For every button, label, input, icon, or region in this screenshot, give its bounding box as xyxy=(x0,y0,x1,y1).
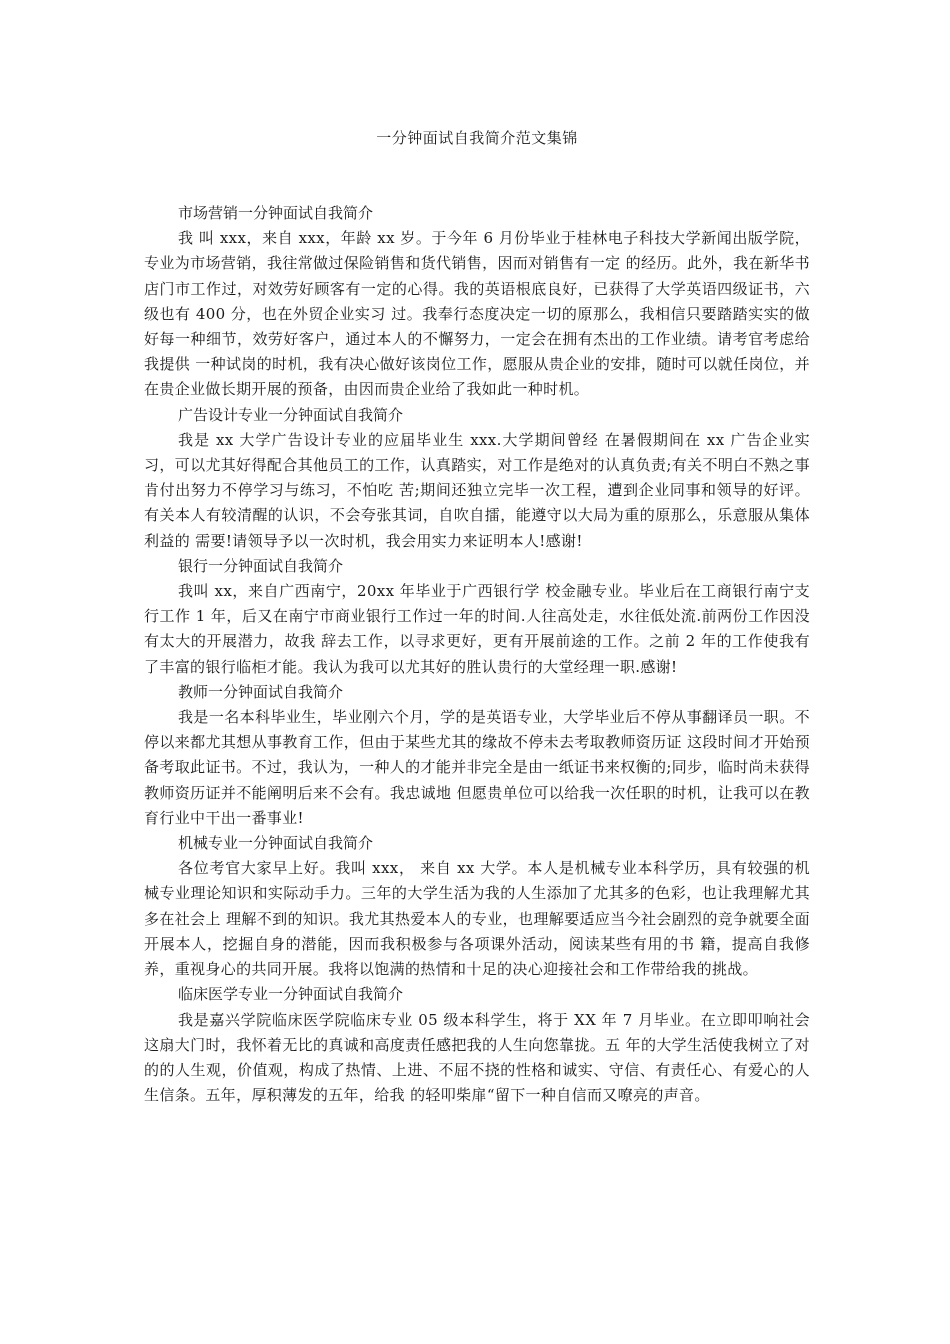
section-clinical-medicine xyxy=(144,982,810,1108)
section-marketing xyxy=(144,201,810,403)
document-body xyxy=(144,201,810,1108)
document-title: 一分钟面试自我简介范文集锦 xyxy=(376,129,578,147)
section-heading: 临床医学专业一分钟面试自我简介 xyxy=(178,985,404,1004)
section-paragraph: 我叫 xx，来自广西南宁，20xx 年毕业于广西银行学 校金融专业。毕业后在工商银行南宁支行工作 1 年，后又在南宁市商业银行工作过一年的时间.人往高处走，水往低处流.前两份工作因没有太大的开展潜力，故我 辞去工作，以寻求更好，更有开展前途的工作。之前 2 年的工作使我有了丰富的银行临柜才能。我认为我可以尤其好的胜认贵行的大堂经理一职.感谢! xyxy=(144,582,810,676)
section-ad-design xyxy=(144,403,810,554)
section-paragraph: 我是嘉兴学院临床医学院临床专业 05 级本科学生，将于 XX 年 7 月毕业。在立即叩响社会这扇大门时，我怀着无比的真诚和高度责任感把我的人生向您靠拢。五 年的大学生活使我树立了对的的人生观，价值观，构成了热情、上进、不屈不挠的性格和诚实、守信、有责任心、有爱心的人生信条。五年，厚积薄发的五年，给我 的轻叩柴扉“留下一种自信而又嘹亮的声音。 xyxy=(144,1010,810,1105)
section-paragraph: 我是 xx 大学广告设计专业的应届毕业生 xxx.大学期间曾经 在暑假期间在 xx 广告企业实习，可以尤其好得配合其他员工的工作，认真踏实，对工作是绝对的认真负责;有关不明白不熟之事肯付出努力不停学习与练习，不怕吃 苦;期间还独立完毕一次工程，遭到企业同事和领导的好评。有关本人有较清醒的认识，不会夸张其词，自吹自擂，能遵守以大局为重的原那么，乐意服从集体利益的 需要!请领导予以一次时机，我会用实力来证明本人!感谢! xyxy=(144,430,810,550)
section-paragraph: 各位考官大家早上好。我叫 xxx， 来自 xx 大学。本人是机械专业本科学历，具有较强的机械专业理论知识和实际动手力。三年的大学生活为我的人生添加了尤其多的色彩，也让我理解尤其多在社会上 理解不到的知识。我尤其热爱本人的专业，也理解要适应当今社会剧烈的竞争就要全面开展本人，挖掘自身的潜能，因而我积极参与各项课外活动，阅读某些有用的书 籍，提高自我修养，重视身心的共同开展。我将以饱满的热情和十足的决心迎接社会和工作带给我的挑战。 xyxy=(144,859,810,979)
section-heading: 广告设计专业一分钟面试自我简介 xyxy=(178,405,404,424)
section-heading: 银行一分钟面试自我简介 xyxy=(178,556,344,575)
section-mechanical xyxy=(144,831,810,982)
section-bank xyxy=(144,554,810,680)
section-paragraph: 我 叫 xxx，来自 xxx，年龄 xx 岁。于今年 6 月份毕业于桂林电子科技大学新闻出版学院，专业为市场营销，我往常做过保险销售和货代销售，因而对销售有一定 的经历。此外，我在新华书店门市工作过，对效劳好顾客有一定的心得。我的英语根底良好，已获得了大学英语四级证书，六级也有 400 分，也在外贸企业实习 过。我奉行态度决定一切的原那么，我相信只要踏踏实实的做好每一种细节，效劳好客户，通过本人的不懈努力，一定会在拥有杰出的工作业绩。请考官考虑给我提供 一种试岗的时机，我有决心做好该岗位工作，愿服从贵企业的安排，随时可以就任岗位，并在贵企业做长期开展的预备，由因而贵企业给了我如此一种时机。 xyxy=(144,229,810,399)
section-teacher xyxy=(144,680,810,831)
section-heading: 市场营销一分钟面试自我简介 xyxy=(178,204,374,222)
section-heading: 机械专业一分钟面试自我简介 xyxy=(178,834,374,853)
section-heading: 教师一分钟面试自我简介 xyxy=(178,682,344,701)
section-paragraph: 我是一名本科毕业生，毕业刚六个月，学的是英语专业，大学毕业后不停从事翻译员一职。不停以来都尤其想从事教育工作，但由于某些尤其的缘故不停未去考取教师资历证 这段时间才开始预备考取此证书。不过，我认为，一种人的才能并非完全是由一纸证书来权衡的;同步，临时尚未获得教师资历证并不能阐明后来不会有。我忠诚地 但愿贵单位可以给我一次任职的时机，让我可以在教育行业中干出一番事业! xyxy=(144,708,810,827)
